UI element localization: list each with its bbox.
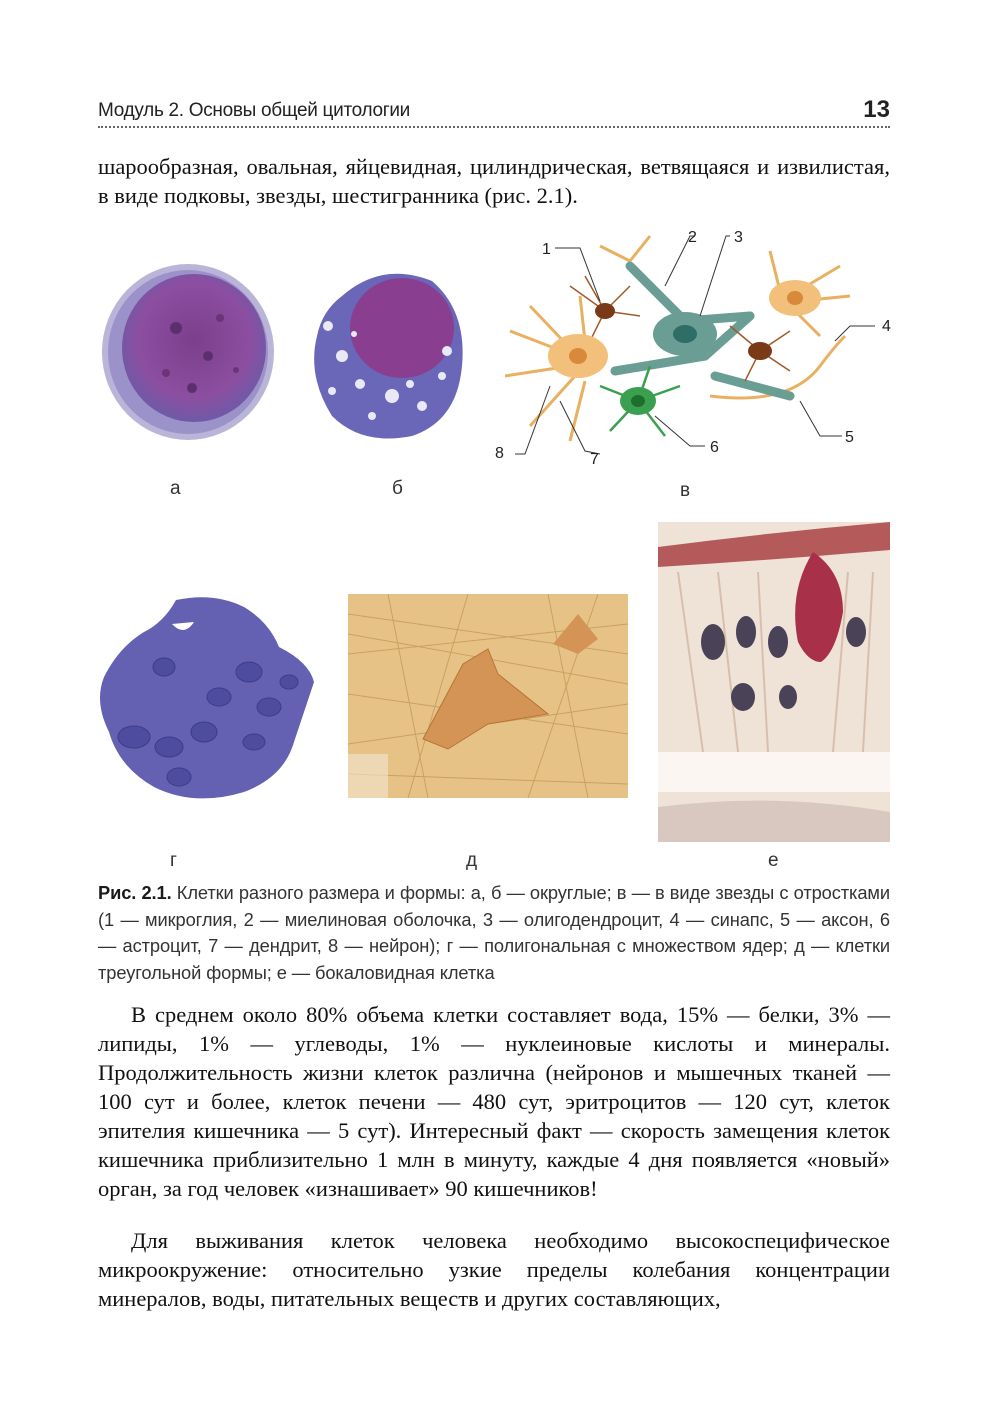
cell-image-e (658, 522, 890, 842)
diagram-num-3: 3 (734, 229, 743, 246)
diagram-num-1: 1 (542, 241, 551, 258)
panel-label-b: б (392, 478, 403, 499)
panel-label-v: в (680, 480, 691, 501)
diagram-num-2: 2 (688, 229, 697, 246)
panel-label-e: е (768, 850, 779, 871)
page-number: 13 (863, 96, 890, 123)
diagram-num-4: 4 (882, 318, 891, 335)
panel-label-d: д (466, 850, 478, 871)
running-header (98, 98, 890, 128)
caption-text: Клетки разного размера и формы: а, б — округлые; в — в виде звезды с отростками (1 — микроглия, 2 — миелиновая оболочка, 3 — олигодендроцит, 4 — синапс, 5 — аксон, 6 — астроцит, 7 — дендрит, 8 — нейрон); г — полигональная с множеством ядер; д — клетки треугольной формы; е — бокаловидная клетка (98, 882, 890, 983)
panel-label-g: г (170, 850, 177, 871)
cell-image-b (302, 256, 474, 446)
diagram-num-7: 7 (590, 451, 599, 468)
cell-image-g (94, 592, 320, 807)
diagram-num-5: 5 (845, 429, 854, 446)
figure-caption (98, 880, 890, 986)
header-divider (98, 126, 890, 128)
intro-paragraph: шарообразная, овальная, яйцевидная, цилиндрическая, ветвящаяся и извилистая, в виде подковы, звезды, шестигранника (рис. 2.1). (98, 154, 890, 208)
cell-image-d (348, 594, 628, 798)
diagram-num-8: 8 (495, 445, 504, 462)
body-paragraph-1: В среднем около 80% объема клетки составляет вода, 15% — белки, 3% — липиды, 1% — углеводы, 1% — нуклеиновые кислоты и минералы. Продолжительность жизни клеток различна (нейронов и мышечных тканей — 100 сут и более, клеток печени — 480 сут, эритроцитов — 120 сут, клеток эпителия кишечника — 5 сут). Интересный факт — скорость замещения клеток кишечника приблизительно 1 млн в минуту, каждые 4 дня появляется «новый» орган, за год человек «изнашивает» 90 кишечников! (98, 1002, 890, 1201)
caption-label: Рис. 2.1. (98, 882, 172, 903)
cell-image-a (96, 258, 281, 448)
running-header-title: Модуль 2. Основы общей цитологии (98, 100, 410, 121)
neuron-diagram (490, 226, 900, 471)
diagram-num-6: 6 (710, 439, 719, 456)
body-paragraph-2: Для выживания клеток человека необходимо высокоспецифическое микроокружение: относительно узкие пределы колебания концентрации минералов, воды, питательных веществ и других составляющих, (98, 1228, 890, 1311)
panel-label-a: а (170, 478, 181, 499)
